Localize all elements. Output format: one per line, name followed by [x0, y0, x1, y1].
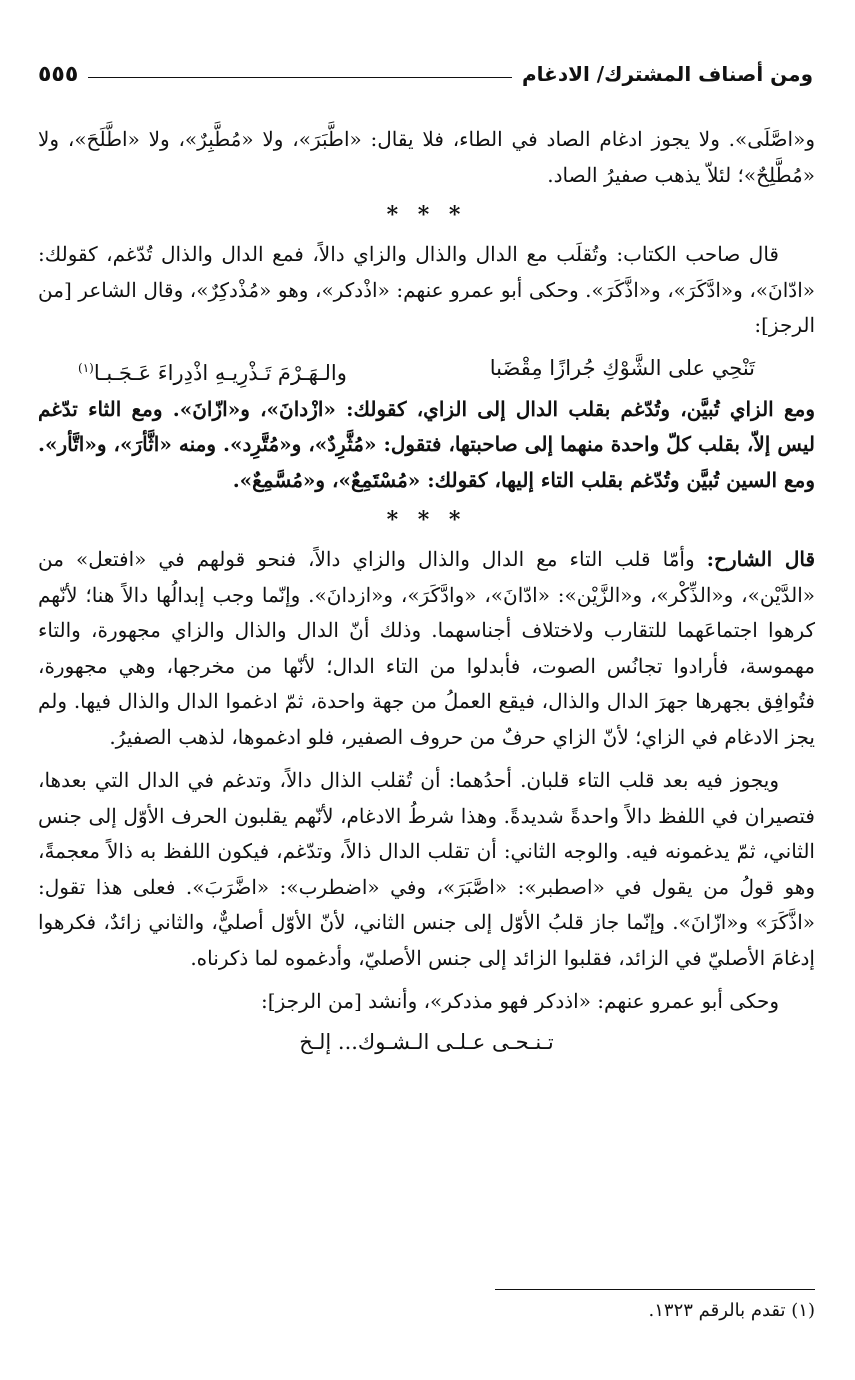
verse-hemistich-2: والـهَـرْمَ تَـذْرِيـهِ اذْدِراءَ عَـجَـبـا: [93, 360, 347, 385]
page-number: ٥٥٥: [38, 61, 79, 87]
paragraph-commentary-2: ويجوز فيه بعد قلب التاء قلبان. أحدُهما: أن تُقلب الذال دالاً، وتدغم في الدال التي بعدها، فتصيران في اللفظ دالاً واحدةً شديدةً. وهذا شرطُ الادغام، لأنّهم يقلبون الحرف الأوّل إلى جنس الثاني، ثمّ يدغمونه فيه. والوجه الثاني: أن تقلب الدال ذالاً، وتدّغم، فيكون اللفظ به ذالاً معجمةً، وهو قولُ من يقول في «اصطبر»: «اصَّبَرَ»، وفي «اضطرب»: «اضَّرَبَ». فعلى هذا تقول: «اذَّكَرَ» و«ازّانَ». وإنّما جاز قلبُ الأوّل إلى جنس الثاني، لأنّ الأوّل أصليٌّ، والثاني زائدٌ، فكرهوا إدغامَ الأصليّ في الزائد، فقلبوا الزائد إلى جنس الأصليّ، وأدغموه لما ذكرناه.: [38, 768, 815, 970]
section-separator: * * *: [386, 202, 467, 228]
footnote: (١) تقدم بالرقم ١٣٢٣.: [648, 1300, 815, 1321]
footnote-marker: (١): [78, 360, 94, 375]
paragraph-1: و«اصَّلَى». ولا يجوز ادغام الصاد في الطاء، فلا يقال: «اطَّبَرَ»، ولا «مُطَّبِرٌ»، ولا «اطَّلَحَ»، ولا «مُطَّلِحٌ»؛ لئلاّ يذهب صفيرُ الصاد.: [38, 127, 815, 187]
verse-line: [38, 344, 815, 392]
commentator-label: قال الشارح:: [706, 547, 816, 571]
verse-hemistich-2-wrap: [78, 344, 347, 392]
paragraph-author-text: قال صاحب الكتاب: وتُقلَب مع الدال والذال والزاي دالاً، فمع الدال والذال تُدّغم، كقولك: «ادّانَ»، و«ادَّكَرَ»، و«اذَّكَرَ». وحكى أبو عمرو عنهم: «اذْدكر»، وهو «مُذْدكِرٌ»، وقال الشاعر [من الرجز]:: [38, 242, 815, 337]
section-separator-2: * * *: [386, 507, 467, 533]
footnote-rule: [495, 1289, 815, 1290]
paragraph-author-text-2: ومع الزاي تُبيَّن، وتُدّغم بقلب الدال إلى الزاي، كقولك: «ازْدانَ»، و«ازّانَ». ومع الثاء تدّغم ليس إلاّ، بقلب كلّ واحدة منهما إلى صاحبتها، فتقول: «مُثَّرِدٌ»، و«مُتَّرِد». ومنه «اثَّأرَ»، و«اتَّأر». ومع السين تُبيَّن وتُدّغم بقلب التاء إليها، كقولك: «مُسْتَمِعٌ»، و«مُسَّمِعٌ».: [38, 396, 815, 492]
commentary-text: وأمّا قلب التاء مع الدال والذال والزاي دالاً، فنحو قولهم في «افتعل» من «الدَّيْن»، و«الذِّكْر»، و«الزَّيْن»: «ادّانَ»، «وادَّكَرَ»، و«ازدانَ». وإنّما وجب إبدالُها دالاً هنا؛ لأنّهم كرهوا اجتماعَهما للتقارب ولاختلاف أجناسهما. وذلك أنّ الدال والذال والزاي مجهورة، والتاء مهموسة، فأرادوا تجانُس الصوت، فأبدلوا من التاء الدال؛ لأنّها من مخرجها، وهي مجهورة، فتُوافِق بجهرها جهرَ الدال والذال، فيقع العملُ من جهة واحدة، ثمّ ادغموا الدال والذال فيها. ولم يجز الادغام في الزاي؛ لأنّ الزاي حرفٌ من حروف الصفير، فلو ادغموها، لذهب الصفيرُ.: [38, 547, 815, 749]
verse-line-2: تـنـحـى عـلـى الـشـوك... إلـخ: [299, 1029, 554, 1054]
page-body: [38, 122, 815, 1064]
page-header: [38, 58, 813, 90]
running-title: ومن أصناف المشترك/ الادغام: [522, 62, 813, 86]
header-rule: [88, 77, 512, 78]
paragraph-commentary-3: وحكى أبو عمرو عنهم: «اذدكر فهو مذدكر»، وأنشد [من الرجز]:: [261, 989, 779, 1013]
verse-hemistich-1: تَنْحِي على الشَّوْكِ جُرازًا مِقْضَبا: [489, 355, 755, 380]
paragraph-commentary: [38, 542, 815, 755]
